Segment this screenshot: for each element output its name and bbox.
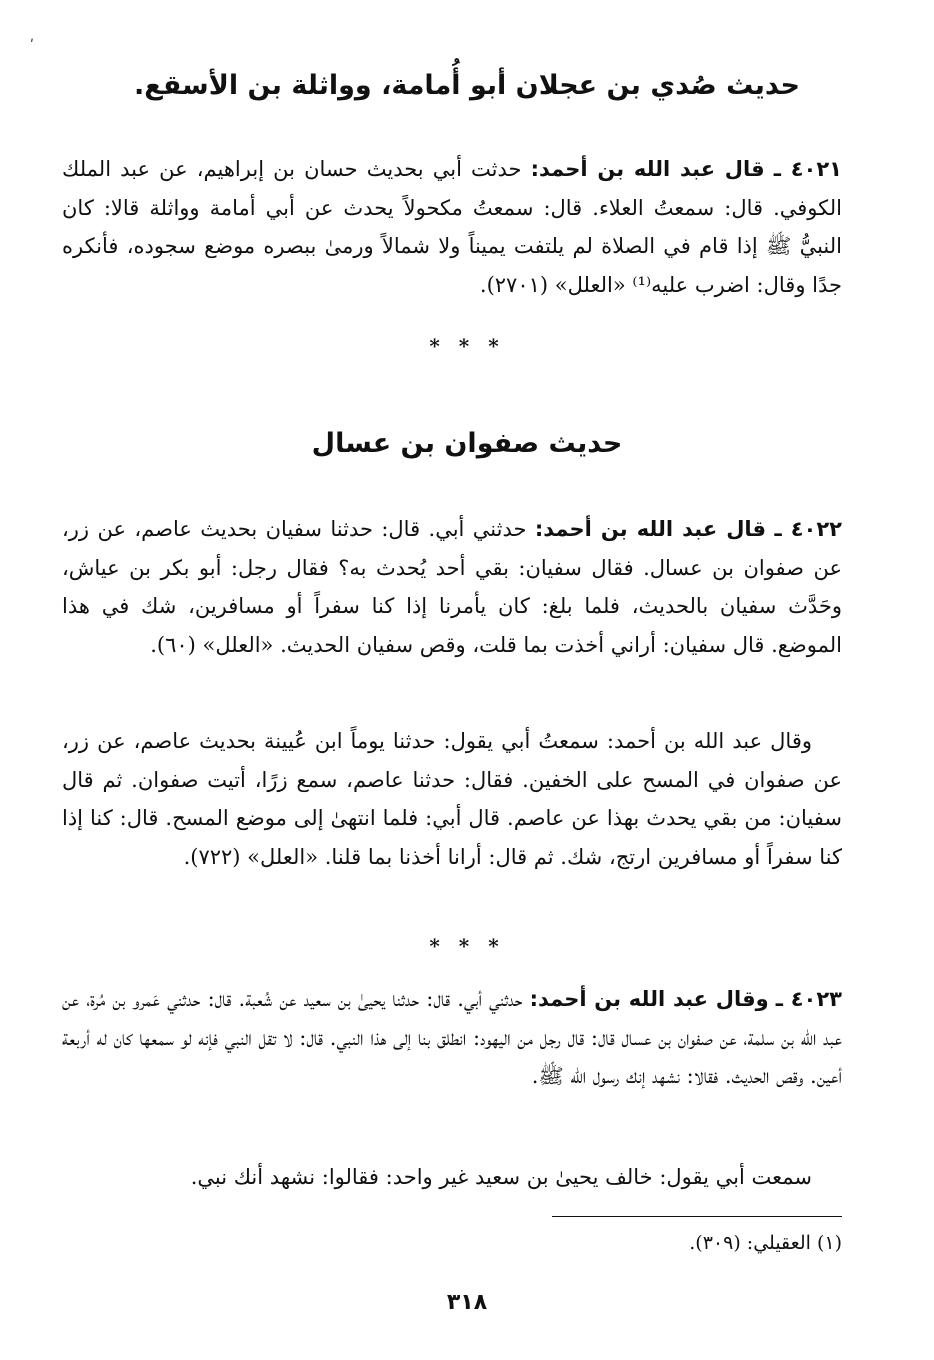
hadith-number: ٤٠٢٣ ـ <box>775 987 842 1011</box>
section-heading-safwan: حديث صفوان بن عسال <box>311 428 623 459</box>
hadith-lead: قال عبد الله بن أحمد: <box>534 517 767 541</box>
page-number: ٣١٨ <box>446 1290 488 1315</box>
hadith-text: حدثني أبي. قال: حدثنا يحيىٰ بن سعيد عن شُعبة. قال: حدثني عَمرو بن مُرة، عن عبد الله بن سلمة، عن صفوان بن عسال قال: قال رجل من اليهود: انطلق بنا إلى هذا النبي. قال: لا تقل النبي فإنه لو سمعها كان له أربعة أعين. وقص الحديث. فقالا: نشهد إنك رسول الله ﷺ. <box>62 987 842 1088</box>
hadith-lead: وقال عبد الله بن أحمد: <box>529 987 769 1011</box>
hadith-number: ٤٠٢١ ـ <box>773 157 842 181</box>
section-separator: * * * <box>429 334 505 358</box>
section-heading-sudayy: حديث صُدي بن عجلان أبو أُمامة، وواثلة بن الأسقع. <box>134 70 800 101</box>
hadith-4022-continuation <box>62 722 842 876</box>
hadith-text: حدثت أبي بحديث حسان بن إبراهيم، عن عبد الملك الكوفي. قال: سمعتُ العلاء. قال: سمعتُ مكحولاً يحدث عن أبي أمامة وواثلة قالا: كان النبيُّ ﷺ إذا قام في الصلاة لم يلتفت يميناً ولا شمالاً ورمىٰ ببصره موضع سجوده، فأنكره جدًا وقال: اضرب عليه⁽¹⁾ «العلل» (٢٧٠١). <box>62 157 842 297</box>
hadith-4023-continuation <box>62 1158 842 1197</box>
hadith-text: وقال عبد الله بن أحمد: سمعتُ أبي يقول: حدثنا يوماً ابن عُيينة بحديث عاصم، عن زر، عن صفوان في المسح على الخفين. فقال: حدثنا عاصم، سمع زرًا، أتيت صفوان. ثم قال سفيان: من بقي يحدث بهذا عن عاصم. قال أبي: فلما انتهىٰ إلى موضع المسح. قال: كنا إذا كنا سفراً أو مسافرين ارتج، شك. ثم قال: أرانا أخذنا بما قلنا. «العلل» (٧٢٢). <box>62 729 842 869</box>
hadith-lead: قال عبد الله بن أحمد: <box>530 157 765 181</box>
footnote-divider <box>552 1216 842 1217</box>
section-separator: * * * <box>429 934 505 958</box>
hadith-number: ٤٠٢٢ ـ <box>774 517 842 541</box>
hadith-4021 <box>62 150 842 304</box>
hadith-4022 <box>62 510 842 664</box>
hadith-text: حدثني أبي. قال: حدثنا سفيان بحديث عاصم، عن زر، عن صفوان بن عسال. فقال سفيان: بقي أحد يُحدث به؟ فقال رجل: أبو بكر بن عياش، وحَدَّث سفيان بالحديث، فلما بلغ: كان يأمرنا إذا كنا سفراً أو مسافرين، شك في هذا الموضع. قال سفيان: أراني أخذت بما قلت، وقص سفيان الحديث. «العلل» (٦٠). <box>62 517 842 657</box>
hadith-text: سمعت أبي يقول: خالف يحيىٰ بن سعيد غير واحد: فقالوا: نشهد أنك نبي. <box>190 1165 812 1189</box>
margin-mark: ʹ <box>30 38 34 54</box>
footnote: (١) العقيلي: (٣٠٩). <box>689 1232 842 1254</box>
hadith-4023 <box>62 980 842 1096</box>
